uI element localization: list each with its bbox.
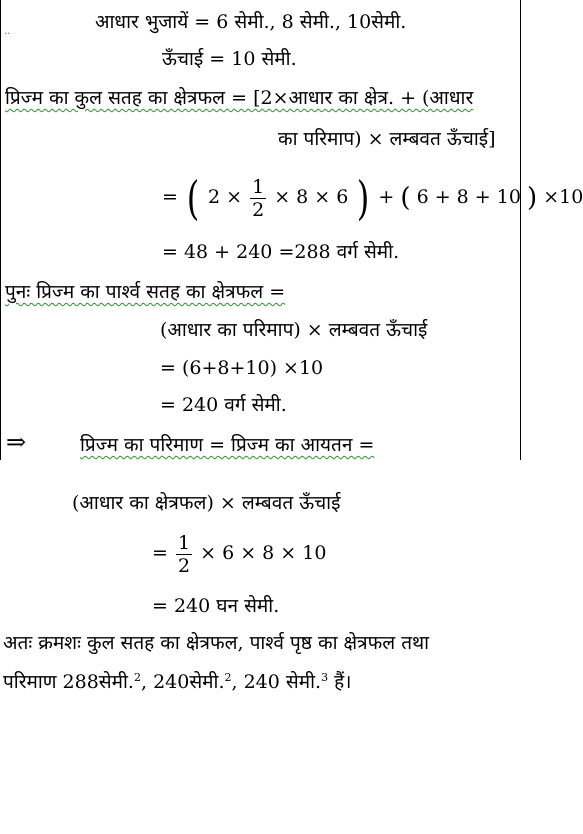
paren-open: (: [400, 183, 411, 213]
lateral-area-definition-text: पुनः प्रिज्म का पार्श्व सतह का क्षेत्रफल =: [5, 281, 286, 303]
after-fraction: × 8 × 6: [274, 186, 349, 208]
right-border: [520, 0, 521, 460]
proof-mark: ..: [4, 26, 11, 37]
left-border: [0, 0, 1, 460]
conclusion-mid-2: , 240 सेमी.: [231, 671, 322, 693]
superscript-2: 2: [133, 671, 141, 684]
base-sides-line: आधार भुजायें = 6 सेमी., 8 सेमी., 10सेमी.: [95, 11, 407, 33]
two-times: 2 ×: [207, 186, 243, 208]
sum-inner: 6 + 8 + 10: [416, 186, 521, 208]
fraction-half: [250, 176, 266, 221]
fraction-denominator: 2: [252, 198, 265, 221]
lateral-area-definition: [5, 280, 285, 304]
volume-formula: (आधार का क्षेत्रफल) × लम्बवत ऊँचाई: [72, 492, 341, 514]
lateral-calc-1: = (6+8+10) ×10: [160, 357, 324, 379]
lateral-formula: (आधार का परिमाप) × लम्बवत ऊँचाई: [160, 319, 428, 341]
fraction-numerator: 1: [252, 175, 265, 198]
total-area-definition-2: का परिमाप) × लम्बवत ऊँचाई]: [278, 128, 496, 150]
plus-sign: +: [378, 186, 395, 208]
eq-sign: =: [152, 542, 168, 564]
paren-close: ): [526, 183, 538, 213]
fraction-denominator: 2: [177, 554, 191, 577]
total-area-calc-1: [162, 171, 583, 225]
conclusion-suffix: हैं।: [328, 671, 352, 693]
fraction-numerator: 1: [177, 531, 191, 554]
conclusion-mid-1: , 240सेमी.: [140, 671, 225, 693]
conclusion-prefix: परिमाण 288सेमी.: [3, 671, 134, 693]
superscript-2: 2: [224, 671, 232, 684]
product-rest: × 6 × 8 × 10: [200, 542, 327, 564]
total-area-definition-1: [5, 86, 473, 110]
superscript-3: 3: [321, 671, 329, 684]
volume-definition: [80, 433, 374, 457]
volume-definition-text: प्रिज्म का परिमाण = प्रिज्म का आयतन =: [80, 434, 375, 456]
height-line: ऊँचाई = 10 सेमी.: [162, 48, 297, 70]
big-paren-open: (: [186, 171, 200, 225]
conclusion-line-1: अतः क्रमशः कुल सतह का क्षेत्रफल, पार्श्व पृष्ठ का क्षेत्रफल तथा: [3, 632, 430, 654]
fraction-half: [176, 532, 192, 577]
total-area-calc-2: = 48 + 240 =288 वर्ग सेमी.: [162, 241, 400, 263]
conclusion-line-2: [3, 666, 351, 694]
implies-arrow: ⇒: [6, 428, 27, 456]
volume-calc-1: [152, 528, 326, 578]
lateral-calc-2: = 240 वर्ग सेमी.: [160, 394, 287, 416]
eq-sign: =: [162, 186, 178, 208]
big-paren-close: ): [357, 171, 370, 225]
volume-calc-2: = 240 घन सेमी.: [152, 595, 280, 617]
times-ten: ×10: [543, 186, 583, 208]
total-area-definition-1-text: प्रिज्म का कुल सतह का क्षेत्रफल = [2×आधार का क्षेत्र. + (आधार: [5, 87, 474, 109]
